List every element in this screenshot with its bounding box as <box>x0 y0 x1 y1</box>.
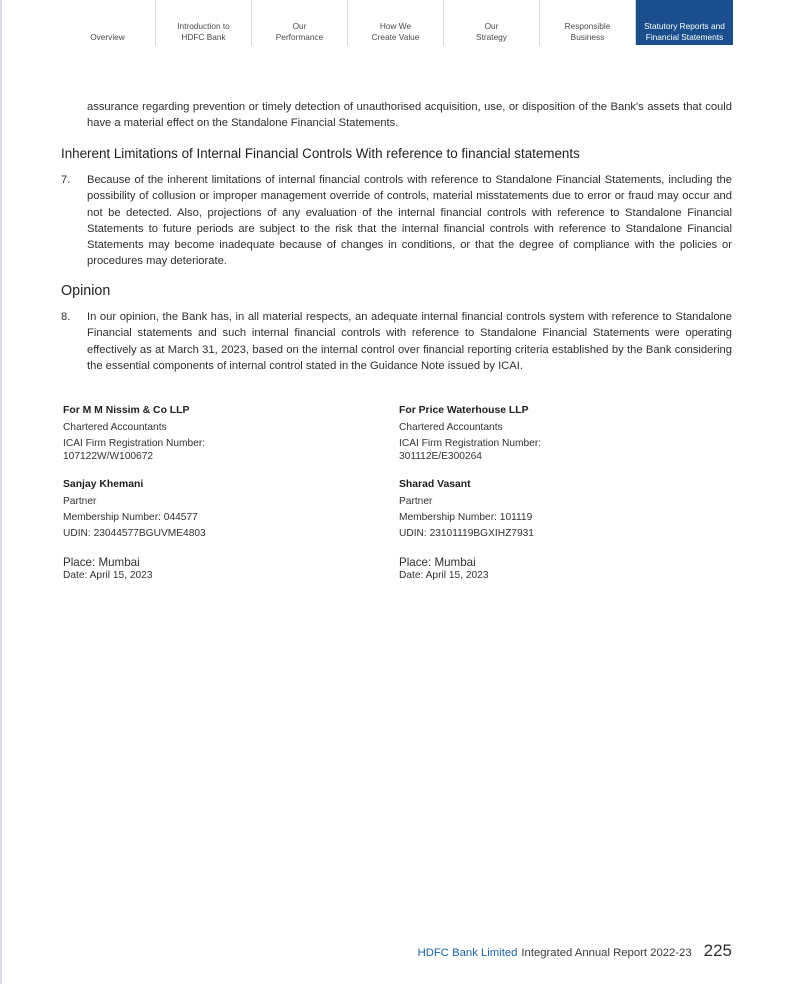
paragraph-number: 8. <box>61 311 71 323</box>
opinion-heading: Opinion <box>61 283 111 299</box>
tab-overview[interactable]: Overview <box>60 0 156 45</box>
udin: UDIN: 23044577BGUVME4803 <box>63 528 206 539</box>
signatory-right <box>399 404 679 582</box>
tab-introduction[interactable]: Introduction to HDFC Bank <box>156 0 252 45</box>
page-number: 225 <box>703 941 732 960</box>
registration-label: ICAI Firm Registration Number: <box>399 438 542 449</box>
registration-number: 301112E/E300264 <box>399 451 482 462</box>
footer-report-title: Integrated Annual Report 2022-23 <box>521 947 692 959</box>
firm-name: For Price Waterhouse LLP <box>399 405 529 416</box>
firm-type: Chartered Accountants <box>63 422 167 433</box>
membership-number: Membership Number: 044577 <box>63 512 198 523</box>
firm-name: For M M Nissim & Co LLP <box>63 405 190 416</box>
date: Date: April 15, 2023 <box>399 570 489 581</box>
tab-responsible-business[interactable]: Responsible Business <box>540 0 636 45</box>
tab-strategy[interactable]: Our Strategy <box>444 0 540 45</box>
paragraph-number: 7. <box>61 174 71 186</box>
signatory-left <box>63 404 343 582</box>
firm-type: Chartered Accountants <box>399 422 503 433</box>
partner-name: Sanjay Khemani <box>63 479 144 490</box>
page-footer <box>418 941 732 961</box>
paragraph-text: In our opinion, the Bank has, in all material respects, an adequate internal financial controls system with reference to Standalone Financial statements and such internal financial controls with reference to Standalone Financial Statements were operating effectively as at March 31, 2023, based on the internal control over financial reporting criteria established by the Bank considering the essential components of internal control stated in the Guidance Note issued by ICAI. <box>87 311 732 372</box>
continued-paragraph <box>87 99 732 132</box>
paragraph-text: Because of the inherent limitations of internal financial controls with reference to Standalone Financial Statements, including the possibility of collusion or improper management override of controls, material misstatements due to error or fraud may occur and not be detected. Also, projections of any evaluation of the internal financial controls with reference to Standalone Financial Statements to future periods are subject to the risk that the internal financial controls with reference to Standalone Financial Statements may become inadequate because of changes in conditions, or that the degree of compliance with the policies or procedures may deteriorate. <box>87 174 732 268</box>
tab-statutory-reports[interactable]: Statutory Reports and Financial Statements <box>636 0 733 45</box>
registration-number: 107122W/W100672 <box>63 451 154 462</box>
tab-performance[interactable]: Our Performance <box>252 0 348 45</box>
continuation-text: assurance regarding prevention or timely detection of unauthorised acquisition, use, or disposition of the Bank's assets that could have a material effect on the Standalone Financial Statements. <box>87 101 732 130</box>
date: Date: April 15, 2023 <box>63 570 153 581</box>
section-navigation <box>60 0 733 45</box>
place: Place: Mumbai <box>399 556 476 569</box>
page-left-edge <box>0 0 2 984</box>
membership-number: Membership Number: 101119 <box>399 512 533 523</box>
tab-create-value[interactable]: How We Create Value <box>348 0 444 45</box>
inherent-limitations-heading: Inherent Limitations of Internal Financial Controls With reference to financial statements <box>61 146 580 161</box>
footer-bank-name: HDFC Bank Limited <box>417 947 518 959</box>
udin: UDIN: 23101119BGXIHZ7931 <box>399 528 534 539</box>
partner-role: Partner <box>399 496 433 507</box>
registration-label: ICAI Firm Registration Number: <box>63 438 206 449</box>
partner-name: Sharad Vasant <box>399 479 471 490</box>
partner-role: Partner <box>63 496 97 507</box>
place: Place: Mumbai <box>63 556 140 569</box>
